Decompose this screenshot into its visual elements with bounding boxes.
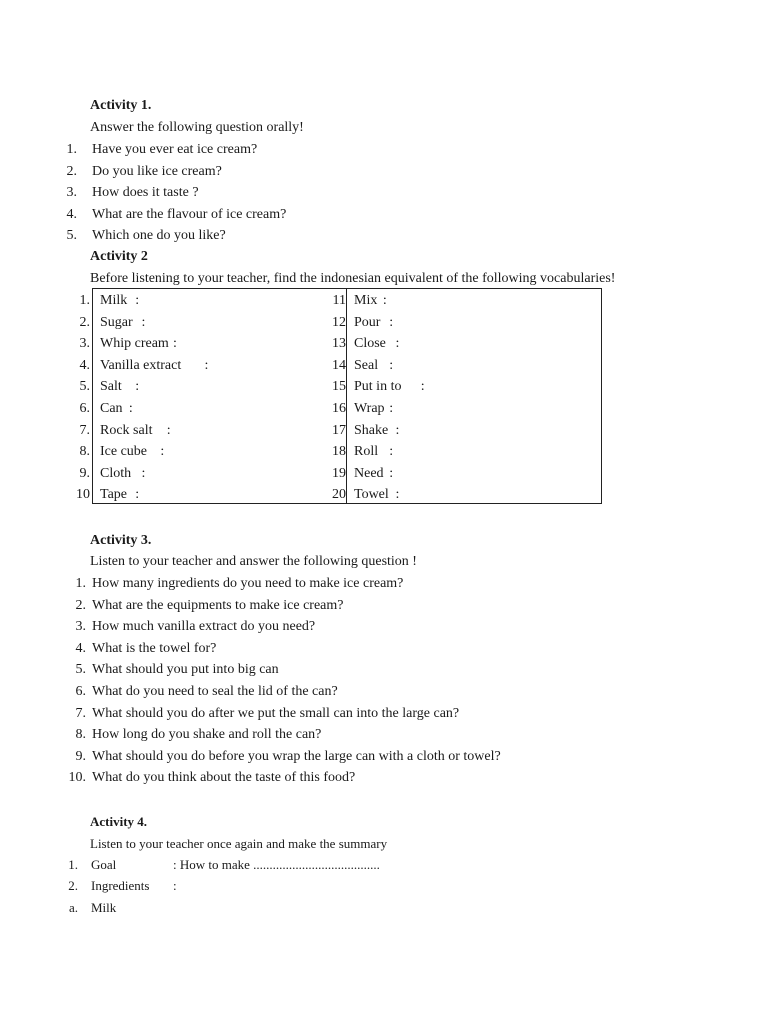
question-text: What should you do before you wrap the large can with a cloth or towel?	[92, 748, 501, 764]
vocab-word: Salt	[100, 379, 122, 395]
vocab-number: 10	[76, 487, 90, 503]
summary-number: 2.	[68, 878, 78, 893]
activity-1-title: Activity 1.	[90, 98, 152, 113]
question-text: Which one do you like?	[92, 228, 226, 244]
question-number: 9.	[75, 748, 86, 764]
question-number: 2.	[66, 163, 77, 179]
vocab-colon: :	[160, 444, 165, 460]
vocab-word: Cloth	[100, 465, 132, 481]
question-number: 4.	[75, 640, 86, 656]
question-text: Have you ever eat ice cream?	[92, 142, 258, 157]
question-number: 5.	[75, 662, 86, 678]
vocabulary-table	[92, 288, 602, 504]
vocab-colon: :	[395, 422, 400, 438]
vocab-word: Vanilla extract	[100, 357, 182, 373]
vocab-colon: :	[395, 487, 400, 503]
summary-subitem-text: Milk	[91, 900, 117, 915]
vocab-number: 11	[332, 293, 346, 308]
question-number: 1.	[66, 142, 77, 157]
question-text: What are the equipments to make ice cream?	[92, 597, 344, 613]
vocab-colon: :	[389, 401, 394, 416]
vocabulary-table-divider	[346, 288, 347, 504]
vocab-number: 13	[332, 336, 346, 352]
question-text: What do you need to seal the lid of the can?	[92, 684, 338, 699]
vocab-colon: :	[128, 401, 133, 416]
question-text: What should you do after we put the small can into the large can?	[92, 705, 460, 721]
activity-2-instruction: Before listening to your teacher, find the indonesian equivalent of the following vocabularies!	[90, 271, 616, 286]
vocab-colon: :	[389, 465, 394, 481]
vocab-colon: :	[395, 336, 400, 352]
vocab-word: Milk	[100, 293, 128, 308]
vocab-number: 1.	[79, 293, 90, 308]
vocab-word: Put in to	[354, 379, 402, 395]
vocab-number: 15	[332, 379, 346, 395]
vocab-number: 19	[332, 465, 346, 481]
activity-3-title: Activity 3.	[90, 533, 152, 548]
vocab-word: Wrap	[354, 401, 385, 416]
vocab-number: 18	[332, 444, 346, 460]
summary-number: 1.	[68, 857, 78, 872]
vocab-number: 3.	[79, 336, 90, 352]
vocab-number: 5.	[79, 379, 90, 395]
activity-4-instruction: Listen to your teacher once again and make the summary	[90, 836, 388, 851]
vocab-colon: :	[141, 465, 146, 481]
summary-value: : How to make .......................................	[173, 857, 380, 872]
vocab-colon: :	[382, 293, 387, 308]
vocab-number: 17	[332, 422, 346, 438]
vocab-colon: :	[204, 357, 209, 373]
vocab-colon: :	[135, 487, 140, 503]
vocab-word: Seal	[354, 357, 379, 373]
vocab-colon: :	[389, 444, 394, 460]
question-text: What are the flavour of ice cream?	[92, 206, 287, 222]
vocab-number: 20	[332, 487, 346, 503]
vocab-word: Pour	[354, 314, 381, 330]
summary-label: Goal	[91, 857, 117, 872]
vocab-word: Sugar	[100, 314, 133, 330]
vocab-number: 7.	[79, 422, 90, 438]
question-number: 3.	[75, 619, 86, 635]
summary-label: Ingredients	[91, 878, 150, 893]
vocab-colon: :	[389, 357, 394, 373]
vocab-colon: :	[141, 314, 146, 330]
vocab-colon: :	[166, 422, 171, 438]
vocab-word: Tape	[100, 487, 128, 503]
summary-value: :	[173, 878, 177, 893]
question-number: 8.	[75, 727, 86, 743]
question-number: 4.	[66, 206, 77, 222]
vocab-word: Need	[354, 465, 384, 481]
vocab-colon: :	[135, 293, 140, 308]
question-text: How many ingredients do you need to make ice cream?	[92, 576, 404, 591]
question-text: What do you think about the taste of this food?	[92, 770, 356, 786]
question-number: 2.	[75, 597, 86, 613]
vocab-colon: :	[173, 336, 177, 352]
vocab-word: Close	[354, 336, 386, 352]
vocab-word: Can	[100, 401, 123, 416]
question-text: How much vanilla extract do you need?	[92, 619, 316, 635]
vocab-colon: :	[389, 314, 394, 330]
activity-3-instruction: Listen to your teacher and answer the following question !	[90, 554, 417, 569]
vocab-colon: :	[420, 379, 425, 395]
vocab-word: Roll	[354, 444, 379, 460]
vocab-colon: :	[135, 379, 140, 395]
question-text: Do you like ice cream?	[92, 163, 222, 179]
vocab-word: Ice cube	[100, 444, 148, 460]
question-number: 5.	[66, 228, 77, 244]
question-number: 1.	[75, 576, 86, 591]
vocab-word: Towel	[354, 487, 389, 503]
activity-1-instruction: Answer the following question orally!	[90, 120, 304, 135]
question-text: What is the towel for?	[92, 640, 217, 656]
question-number: 7.	[75, 705, 86, 721]
vocab-number: 12	[332, 314, 346, 330]
question-text: How long do you shake and roll the can?	[92, 727, 322, 743]
activity-2-title: Activity 2	[90, 249, 148, 264]
vocab-word: Shake	[354, 422, 389, 438]
question-text: What should you put into big can	[92, 662, 279, 678]
vocab-number: 16	[332, 401, 346, 416]
vocab-number: 9.	[79, 465, 90, 481]
vocab-number: 14	[332, 357, 346, 373]
vocab-number: 8.	[79, 444, 90, 460]
question-number: 10.	[68, 770, 86, 786]
summary-subitem-letter: a.	[68, 900, 78, 915]
question-text: How does it taste ?	[92, 185, 199, 201]
activity-4-title: Activity 4.	[90, 814, 148, 829]
question-number: 3.	[66, 185, 77, 201]
vocab-number: 6.	[79, 401, 90, 416]
vocab-word: Rock salt	[100, 422, 153, 438]
vocab-word: Mix	[354, 293, 378, 308]
vocab-number: 4.	[79, 357, 90, 373]
question-number: 6.	[75, 684, 86, 699]
vocab-word: Whip cream	[100, 336, 169, 352]
vocab-number: 2.	[79, 314, 90, 330]
